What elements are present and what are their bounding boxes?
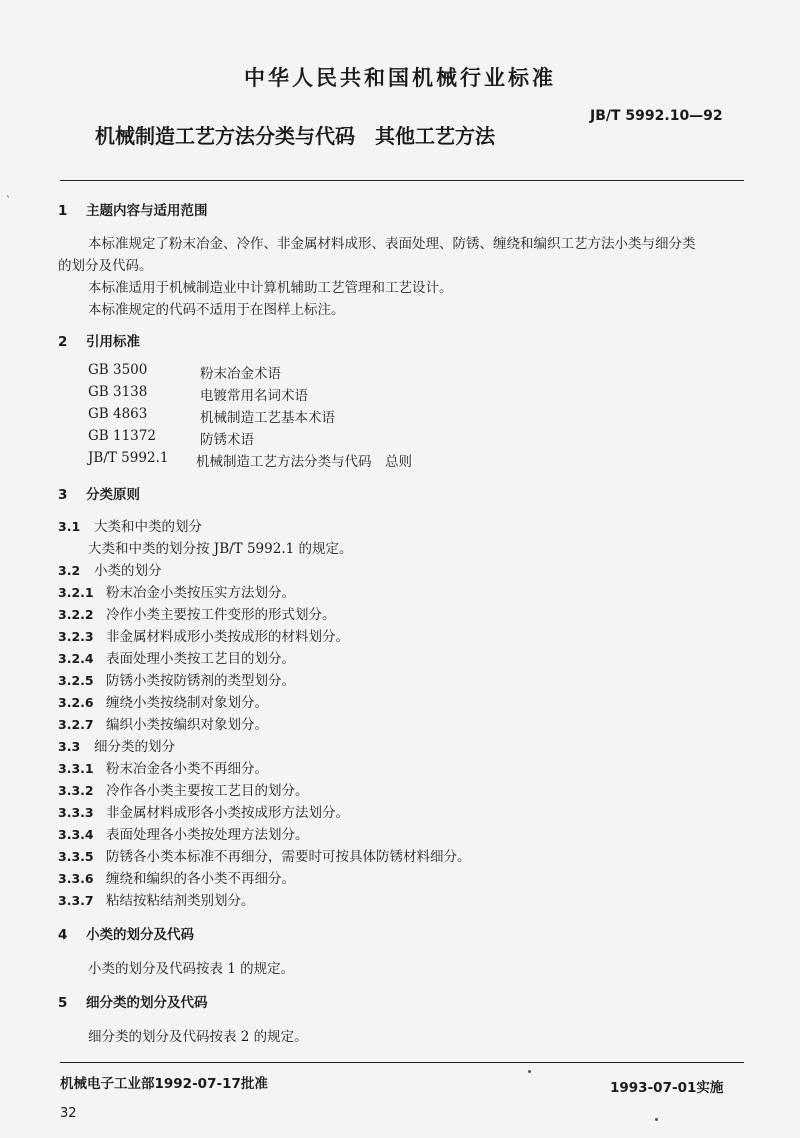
clause-item: 3.3.4 表面处理各小类按处理方法划分。: [58, 827, 309, 843]
section-4-number: 4: [58, 927, 68, 943]
reference-name: 粉末冶金术语: [200, 366, 281, 382]
footer-rule: [60, 1062, 744, 1063]
clause-item: 3.2.4 表面处理小类按工艺目的划分。: [58, 651, 295, 667]
clause-item: 3.2.2 冷作小类主要按工件变形的形式划分。: [58, 607, 336, 623]
clause-item: 3.3.5 防锈各小类本标准不再细分，需要时可按具体防锈材料细分。: [58, 849, 471, 865]
section-1-paragraph-1-line-2: 的划分及代码。: [58, 258, 153, 274]
approval-line: 机械电子工业部1992-07-17批准: [60, 1076, 268, 1092]
clause-item: 3.3.7 粘结按粘结剂类别划分。: [58, 893, 255, 909]
page-number: 32: [60, 1106, 77, 1121]
reference-name: 防锈术语: [200, 432, 254, 448]
section-5-number: 5: [58, 995, 68, 1011]
clause-text: 大类和中类的划分按 JB/T 5992.1 的规定。: [88, 541, 353, 557]
clause-item: 3.3.3 非金属材料成形各小类按成形方法划分。: [58, 805, 349, 821]
reference-name: 机械制造工艺方法分类与代码 总则: [196, 454, 412, 470]
section-3-title: 分类原则: [86, 487, 140, 503]
reference-code: JB/T 5992.1: [88, 450, 169, 466]
section-3-number: 3: [58, 487, 68, 503]
clause-item: 3.2.6 缠绕小类按绕制对象划分。: [58, 695, 268, 711]
document-title: 机械制造工艺方法分类与代码 其他工艺方法: [95, 124, 495, 148]
reference-code: GB 4863: [88, 406, 148, 422]
scan-speck: [655, 1118, 658, 1121]
section-1-paragraph-1-line-1: 本标准规定了粉末冶金、冷作、非金属材料成形、表面处理、防锈、缠绕和编织工艺方法小类与细分类: [88, 236, 696, 252]
section-2-number: 2: [58, 334, 68, 350]
section-5-text: 细分类的划分及代码按表 2 的规定。: [88, 1029, 308, 1045]
reference-code: GB 3138: [88, 384, 148, 400]
clause-item: 3.2.1 粉末冶金小类按压实方法划分。: [58, 585, 295, 601]
reference-code: GB 3500: [88, 362, 148, 378]
clause-item: 3.3.6 缠绕和编织的各小类不再细分。: [58, 871, 295, 887]
reference-name: 机械制造工艺基本术语: [200, 410, 335, 426]
section-2-heading: [58, 330, 140, 350]
section-5-heading: [58, 991, 208, 1011]
section-1-paragraph-3: 本标准规定的代码不适用于在图样上标注。: [88, 302, 345, 318]
section-2-title: 引用标准: [86, 334, 140, 350]
clause-item: 3.2 小类的划分: [58, 563, 162, 579]
scan-mark: `: [6, 196, 11, 207]
reference-code: GB 11372: [88, 428, 156, 444]
header-rule: [60, 180, 744, 181]
clause-item: 3.3 细分类的划分: [58, 739, 175, 755]
section-3-heading: [58, 483, 140, 503]
section-5-title: 细分类的划分及代码: [86, 995, 208, 1011]
clause-item: 3.3.2 冷作各小类主要按工艺目的划分。: [58, 783, 309, 799]
standard-category-title: 中华人民共和国机械行业标准: [244, 65, 556, 90]
clause-item: 3.2.5 防锈小类按防锈剂的类型划分。: [58, 673, 295, 689]
section-1-heading: [58, 199, 208, 219]
clause-item: 3.2.3 非金属材料成形小类按成形的材料划分。: [58, 629, 349, 645]
section-1-paragraph-2: 本标准适用于机械制造业中计算机辅助工艺管理和工艺设计。: [88, 280, 453, 296]
reference-name: 电镀常用名词术语: [200, 388, 308, 404]
standard-number: JB/T 5992.10—92: [590, 108, 723, 124]
section-1-number: 1: [58, 203, 68, 219]
section-4-heading: [58, 923, 194, 943]
section-4-text: 小类的划分及代码按表 1 的规定。: [88, 961, 295, 977]
clause-item: 3.3.1 粉末冶金各小类不再细分。: [58, 761, 268, 777]
clause-item: 3.2.7 编织小类按编织对象划分。: [58, 717, 268, 733]
section-1-title: 主题内容与适用范围: [86, 203, 208, 219]
effective-date: 1993-07-01实施: [610, 1080, 724, 1096]
section-4-title: 小类的划分及代码: [86, 927, 194, 943]
scan-speck: [528, 1070, 531, 1073]
clause-item: 3.1 大类和中类的划分: [58, 519, 202, 535]
